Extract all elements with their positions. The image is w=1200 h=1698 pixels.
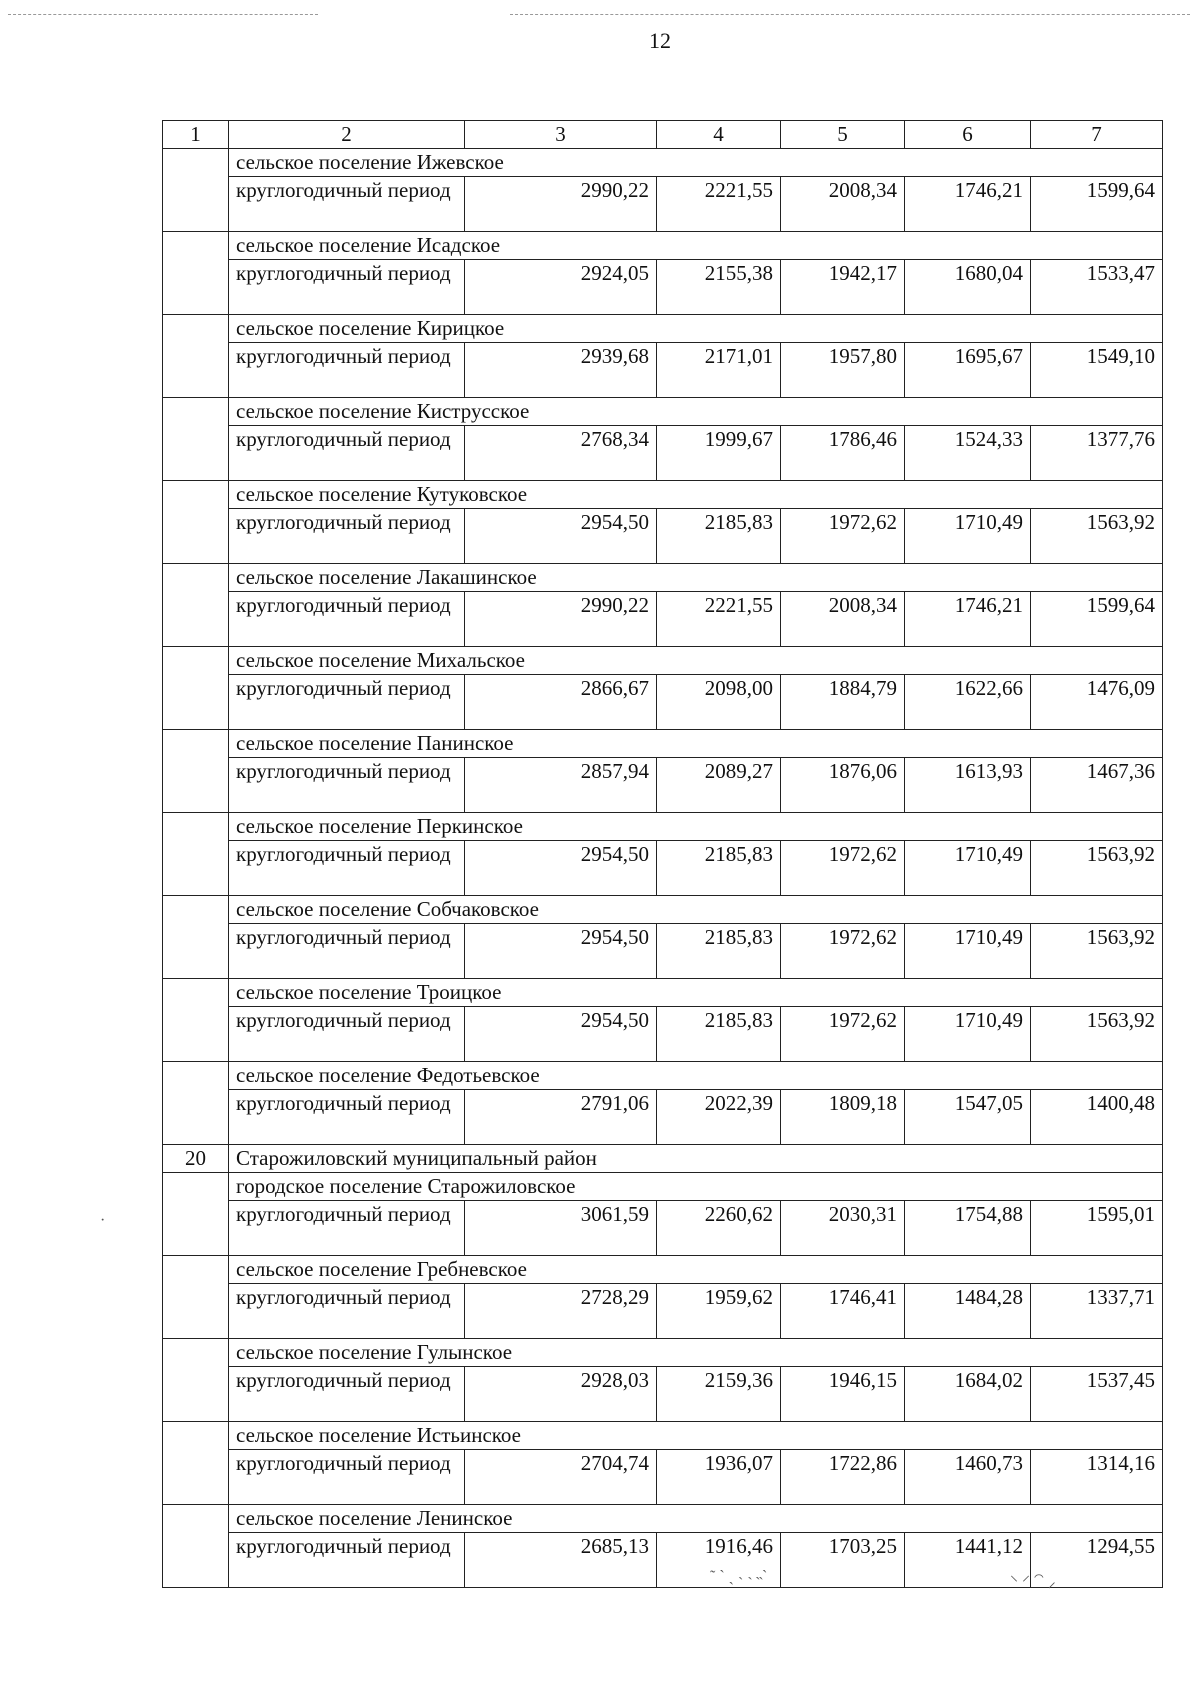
value-col-4: 1916,46 [657, 1533, 781, 1588]
settlement-name-row [163, 1256, 1163, 1284]
value-col-5: 2008,34 [781, 177, 905, 232]
value-col-5: 1957,80 [781, 343, 905, 398]
period-label: круглогодичный период [229, 1367, 465, 1422]
value-col-4: 2185,83 [657, 509, 781, 564]
value-col-7: 1549,10 [1031, 343, 1163, 398]
settlement-values-row [163, 758, 1163, 813]
settlement-name-row [163, 398, 1163, 426]
index-cell [163, 1505, 229, 1588]
value-col-5: 1786,46 [781, 426, 905, 481]
settlement-values-row [163, 1090, 1163, 1145]
value-col-7: 1595,01 [1031, 1201, 1163, 1256]
header-cell-5: 5 [781, 121, 905, 149]
settlement-values-row [163, 592, 1163, 647]
header-cell-4: 4 [657, 121, 781, 149]
settlement-name-row [163, 315, 1163, 343]
value-col-5: 1972,62 [781, 841, 905, 896]
header-cell-6: 6 [905, 121, 1031, 149]
index-cell [163, 1256, 229, 1339]
value-col-7: 1467,36 [1031, 758, 1163, 813]
value-col-7: 1294,55 [1031, 1533, 1163, 1588]
settlement-name: сельское поселение Лакашинское [229, 564, 1163, 592]
value-col-5: 1809,18 [781, 1090, 905, 1145]
value-col-6: 1524,33 [905, 426, 1031, 481]
page-number: 12 [649, 28, 671, 53]
index-cell [163, 647, 229, 730]
value-col-4: 2260,62 [657, 1201, 781, 1256]
value-col-4: 1936,07 [657, 1450, 781, 1505]
period-label: круглогодичный период [229, 1201, 465, 1256]
settlement-name-row [163, 1339, 1163, 1367]
settlement-name-row [163, 564, 1163, 592]
scan-marks-signature: ⸌ ⸍ ⁀ ⸝ [1010, 1574, 1056, 1591]
value-col-4: 2089,27 [657, 758, 781, 813]
period-label: круглогодичный период [229, 426, 465, 481]
value-col-4: 2159,36 [657, 1367, 781, 1422]
index-cell [163, 813, 229, 896]
value-col-4: 2022,39 [657, 1090, 781, 1145]
period-label: круглогодичный период [229, 177, 465, 232]
value-col-4: 2221,55 [657, 592, 781, 647]
settlement-name: сельское поселение Кирицкое [229, 315, 1163, 343]
settlement-values-row [163, 1284, 1163, 1339]
value-col-3: 2954,50 [465, 1007, 657, 1062]
settlement-values-row [163, 1007, 1163, 1062]
index-cell [163, 896, 229, 979]
settlement-name-row [163, 1062, 1163, 1090]
settlement-name-row [163, 232, 1163, 260]
settlement-name-row [163, 481, 1163, 509]
index-cell [163, 1339, 229, 1422]
value-col-5: 1703,25 [781, 1533, 905, 1588]
value-col-3: 2990,22 [465, 177, 657, 232]
settlement-name: городское поселение Старожиловское [229, 1173, 1163, 1201]
period-label: круглогодичный период [229, 1284, 465, 1339]
scan-top-border-right [510, 14, 1190, 15]
period-label: круглогодичный период [229, 1450, 465, 1505]
settlement-name-row [163, 149, 1163, 177]
settlement-name: сельское поселение Кутуковское [229, 481, 1163, 509]
value-col-3: 2990,22 [465, 592, 657, 647]
value-col-6: 1684,02 [905, 1367, 1031, 1422]
value-col-6: 1746,21 [905, 592, 1031, 647]
settlement-values-row [163, 675, 1163, 730]
value-col-6: 1484,28 [905, 1284, 1031, 1339]
period-label: круглогодичный период [229, 758, 465, 813]
value-col-3: 2928,03 [465, 1367, 657, 1422]
value-col-3: 2857,94 [465, 758, 657, 813]
period-label: круглогодичный период [229, 1007, 465, 1062]
value-col-7: 1377,76 [1031, 426, 1163, 481]
period-label: круглогодичный период [229, 260, 465, 315]
header-cell-1: 1 [163, 121, 229, 149]
index-cell [163, 398, 229, 481]
settlement-values-row [163, 1201, 1163, 1256]
value-col-3: 2685,13 [465, 1533, 657, 1588]
settlement-name: сельское поселение Киструсское [229, 398, 1163, 426]
settlement-name-row [163, 896, 1163, 924]
settlement-name: сельское поселение Истьинское [229, 1422, 1163, 1450]
index-cell [163, 730, 229, 813]
value-col-3: 2791,06 [465, 1090, 657, 1145]
scan-marks-bottom: ˜ ˋ ˎ ˴ ˴ ˵ˋ [710, 1568, 768, 1585]
value-col-3: 2939,68 [465, 343, 657, 398]
value-col-5: 1884,79 [781, 675, 905, 730]
settlement-name-row [163, 647, 1163, 675]
value-col-7: 1563,92 [1031, 841, 1163, 896]
value-col-6: 1613,93 [905, 758, 1031, 813]
settlement-name: сельское поселение Гулынское [229, 1339, 1163, 1367]
value-col-7: 1314,16 [1031, 1450, 1163, 1505]
value-col-7: 1563,92 [1031, 924, 1163, 979]
index-cell [163, 979, 229, 1062]
index-cell [163, 1173, 229, 1256]
settlement-values-row [163, 841, 1163, 896]
settlement-values-row [163, 924, 1163, 979]
value-col-4: 2185,83 [657, 841, 781, 896]
index-cell [163, 149, 229, 232]
value-col-6: 1460,73 [905, 1450, 1031, 1505]
index-cell [163, 315, 229, 398]
district-row [163, 1145, 1163, 1173]
settlement-name: сельское поселение Ижевское [229, 149, 1163, 177]
value-col-6: 1710,49 [905, 509, 1031, 564]
value-col-5: 2008,34 [781, 592, 905, 647]
settlement-values-row [163, 177, 1163, 232]
settlement-name-row [163, 1505, 1163, 1533]
value-col-7: 1599,64 [1031, 592, 1163, 647]
district-number: 20 [163, 1145, 229, 1173]
value-col-7: 1476,09 [1031, 675, 1163, 730]
value-col-6: 1441,12 [905, 1533, 1031, 1588]
value-col-4: 1999,67 [657, 426, 781, 481]
value-col-7: 1400,48 [1031, 1090, 1163, 1145]
index-cell [163, 564, 229, 647]
value-col-3: 2704,74 [465, 1450, 657, 1505]
period-label: круглогодичный период [229, 841, 465, 896]
value-col-4: 2171,01 [657, 343, 781, 398]
settlement-name: сельское поселение Перкинское [229, 813, 1163, 841]
period-label: круглогодичный период [229, 592, 465, 647]
value-col-6: 1695,67 [905, 343, 1031, 398]
value-col-7: 1337,71 [1031, 1284, 1163, 1339]
value-col-7: 1563,92 [1031, 1007, 1163, 1062]
value-col-5: 1972,62 [781, 509, 905, 564]
value-col-5: 1972,62 [781, 1007, 905, 1062]
settlement-values-row [163, 1450, 1163, 1505]
period-label: круглогодичный период [229, 675, 465, 730]
value-col-5: 1946,15 [781, 1367, 905, 1422]
settlement-name: сельское поселение Гребневское [229, 1256, 1163, 1284]
value-col-4: 2155,38 [657, 260, 781, 315]
period-label: круглогодичный период [229, 343, 465, 398]
value-col-5: 1722,86 [781, 1450, 905, 1505]
index-cell [163, 1422, 229, 1505]
settlement-values-row [163, 1367, 1163, 1422]
value-col-6: 1622,66 [905, 675, 1031, 730]
settlement-values-row [163, 509, 1163, 564]
value-col-6: 1710,49 [905, 1007, 1031, 1062]
settlement-name-row [163, 1422, 1163, 1450]
settlement-values-row [163, 260, 1163, 315]
value-col-6: 1710,49 [905, 924, 1031, 979]
value-col-3: 2954,50 [465, 841, 657, 896]
scan-marks-left: · [100, 1212, 106, 1229]
period-label: круглогодичный период [229, 1090, 465, 1145]
value-col-3: 2924,05 [465, 260, 657, 315]
value-col-4: 1959,62 [657, 1284, 781, 1339]
value-col-3: 3061,59 [465, 1201, 657, 1256]
settlement-name-row [163, 813, 1163, 841]
settlement-name: сельское поселение Федотьевское [229, 1062, 1163, 1090]
period-label: круглогодичный период [229, 924, 465, 979]
value-col-7: 1533,47 [1031, 260, 1163, 315]
value-col-6: 1710,49 [905, 841, 1031, 896]
value-col-3: 2768,34 [465, 426, 657, 481]
value-col-4: 2185,83 [657, 924, 781, 979]
table-body [163, 121, 1163, 1588]
settlement-name-row [163, 979, 1163, 1007]
value-col-3: 2954,50 [465, 509, 657, 564]
value-col-6: 1754,88 [905, 1201, 1031, 1256]
value-col-5: 1746,41 [781, 1284, 905, 1339]
value-col-4: 2098,00 [657, 675, 781, 730]
scan-top-border-left [8, 14, 318, 15]
value-col-3: 2866,67 [465, 675, 657, 730]
value-col-7: 1563,92 [1031, 509, 1163, 564]
settlement-values-row [163, 343, 1163, 398]
index-cell [163, 481, 229, 564]
period-label: круглогодичный период [229, 1533, 465, 1588]
value-col-4: 2221,55 [657, 177, 781, 232]
tariff-table [162, 120, 1163, 1588]
index-cell [163, 232, 229, 315]
value-col-5: 2030,31 [781, 1201, 905, 1256]
settlement-name-row [163, 1173, 1163, 1201]
settlement-values-row [163, 426, 1163, 481]
index-cell [163, 1062, 229, 1145]
header-cell-7: 7 [1031, 121, 1163, 149]
value-col-4: 2185,83 [657, 1007, 781, 1062]
settlement-name: сельское поселение Михальское [229, 647, 1163, 675]
settlement-name: сельское поселение Панинское [229, 730, 1163, 758]
value-col-3: 2728,29 [465, 1284, 657, 1339]
value-col-5: 1942,17 [781, 260, 905, 315]
value-col-3: 2954,50 [465, 924, 657, 979]
settlement-name: сельское поселение Троицкое [229, 979, 1163, 1007]
header-cell-2: 2 [229, 121, 465, 149]
value-col-6: 1547,05 [905, 1090, 1031, 1145]
settlement-name-row [163, 730, 1163, 758]
settlement-name: сельское поселение Ленинское [229, 1505, 1163, 1533]
value-col-5: 1972,62 [781, 924, 905, 979]
value-col-7: 1599,64 [1031, 177, 1163, 232]
value-col-7: 1537,45 [1031, 1367, 1163, 1422]
header-row [163, 121, 1163, 149]
period-label: круглогодичный период [229, 509, 465, 564]
value-col-6: 1746,21 [905, 177, 1031, 232]
value-col-5: 1876,06 [781, 758, 905, 813]
value-col-6: 1680,04 [905, 260, 1031, 315]
district-title: Старожиловский муниципальный район [229, 1145, 1163, 1173]
settlement-name: сельское поселение Исадское [229, 232, 1163, 260]
settlement-name: сельское поселение Собчаковское [229, 896, 1163, 924]
header-cell-3: 3 [465, 121, 657, 149]
